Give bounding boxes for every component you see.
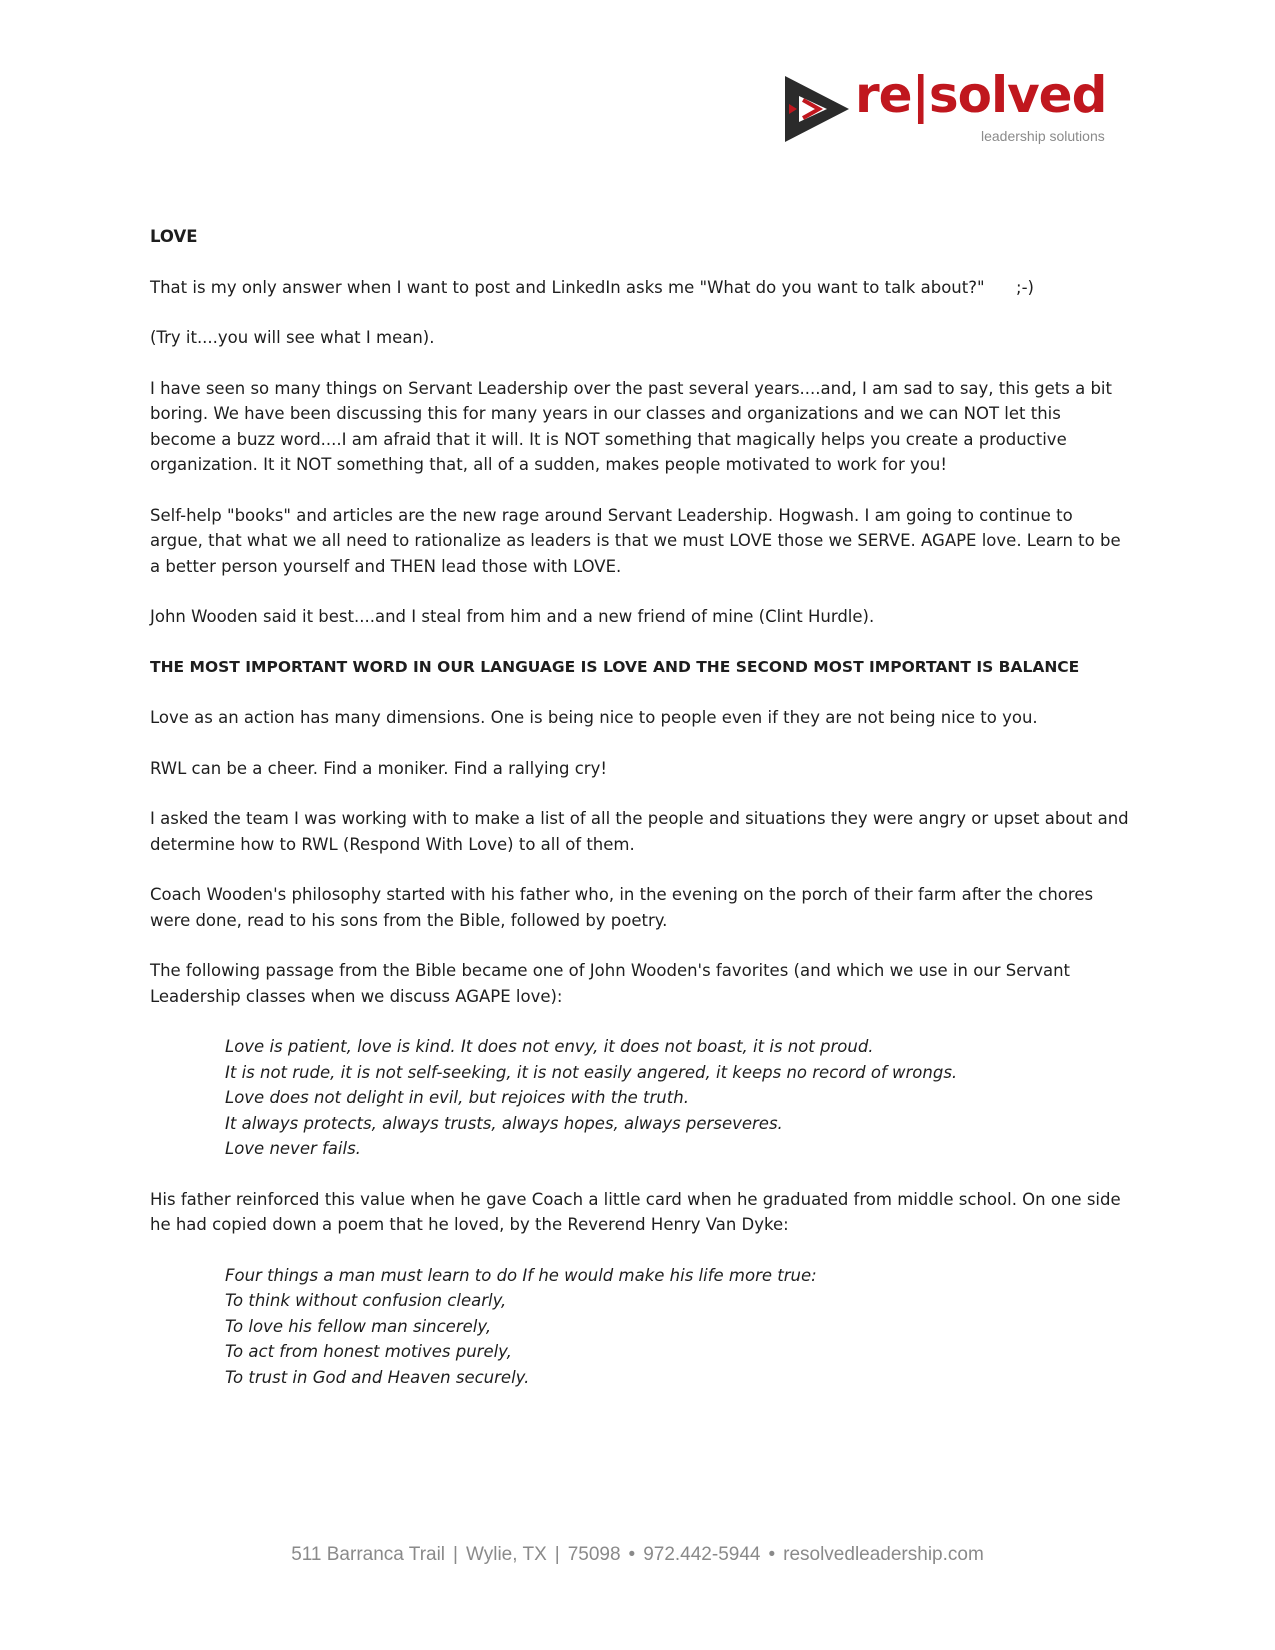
poem-quote xyxy=(225,1263,1130,1391)
footer-bullet: • xyxy=(768,1544,776,1565)
bible-quote xyxy=(225,1034,1130,1162)
quote-line: It always protects, always trusts, always hopes, always perseveres. xyxy=(225,1113,783,1133)
document-body xyxy=(150,224,1130,1415)
company-logo xyxy=(783,66,1123,152)
quote-line: Love does not delight in evil, but rejoices with the truth. xyxy=(225,1088,689,1107)
footer-website: resolvedleadership.com xyxy=(783,1544,984,1565)
footer-contact xyxy=(0,1544,1275,1566)
quote-line: It is not rude, it is not self-seeking, it is not easily angered, it keeps no record of wrongs. xyxy=(225,1062,958,1082)
footer-separator: | xyxy=(453,1544,458,1565)
paragraph-8: RWL can be a cheer. Find a moniker. Find a rallying cry! xyxy=(150,758,607,778)
logo-mark-icon xyxy=(783,74,851,144)
logo-wordmark: re|solved xyxy=(855,66,1107,124)
footer-phone: 972.442-5944 xyxy=(643,1544,761,1565)
poem-line: To think without confusion clearly, xyxy=(225,1291,507,1310)
poem-line: Four things a man must learn to do If he would make his life more true: xyxy=(225,1265,817,1285)
quote-line: Love is patient, love is kind. It does not envy, it does not boast, it is not proud. xyxy=(225,1037,874,1056)
paragraph-1: That is my only answer when I want to post and LinkedIn asks me "What do you want to talk about?" ;-) xyxy=(150,277,1034,297)
poem-line: To love his fellow man sincerely, xyxy=(225,1316,492,1336)
footer-bullet: • xyxy=(628,1544,636,1565)
footer-separator: | xyxy=(554,1544,560,1565)
paragraph-3: I have seen so many things on Servant Leadership over the past several years....and, I am sad to say, this gets a bit boring. We have been discussing this for many years in our classes and organizations and we can NOT let this become a buzz word....I am afraid that it will. It is NOT something that magically helps you create a productive organization. It it NOT something that, all of a sudden, makes people motivated to work for you! xyxy=(150,378,1112,474)
footer-zip: 75098 xyxy=(567,1544,621,1565)
quote-line: Love never fails. xyxy=(225,1139,361,1158)
document-title: LOVE xyxy=(150,227,198,246)
paragraph-7: Love as an action has many dimensions. One is being nice to people even if they are not being nice to you. xyxy=(150,708,1038,727)
paragraph-9: I asked the team I was working with to make a list of all the people and situations they were angry or upset about and determine how to RWL (Respond With Love) to all of them. xyxy=(150,809,1129,854)
poem-line: To trust in God and Heaven securely. xyxy=(225,1367,530,1387)
paragraph-4: Self-help "books" and articles are the new rage around Servant Leadership. Hogwash. I am going to continue to argue, that what we all need to rationalize as leaders is that we must LOVE those we SERVE. AGAPE love. Learn to be a better person yourself and THEN lead those with LOVE. xyxy=(150,505,1121,576)
paragraph-12: His father reinforced this value when he gave Coach a little card when he graduated from middle school. On one side he had copied down a poem that he loved, by the Reverend Henry Van Dyke: xyxy=(150,1189,1121,1234)
poem-line: To act from honest motives purely, xyxy=(225,1342,512,1361)
paragraph-5: John Wooden said it best....and I steal from him and a new friend of mine (Clint Hurdle). xyxy=(150,607,875,626)
footer-address: 511 Barranca Trail xyxy=(291,1544,446,1565)
paragraph-6-heading: THE MOST IMPORTANT WORD IN OUR LANGUAGE IS LOVE AND THE SECOND MOST IMPORTANT IS BALANCE xyxy=(150,657,1080,676)
paragraph-2: (Try it....you will see what I mean). xyxy=(150,328,435,347)
paragraph-11: The following passage from the Bible became one of John Wooden's favorites (and which we use in our Servant Leadership classes when we discuss AGAPE love): xyxy=(150,961,1070,1006)
logo-tagline: leadership solutions xyxy=(981,128,1105,144)
paragraph-10: Coach Wooden's philosophy started with his father who, in the evening on the porch of their farm after the chores were done, read to his sons from the Bible, followed by poetry. xyxy=(150,885,1094,930)
footer-city: Wylie, TX xyxy=(465,1544,547,1565)
